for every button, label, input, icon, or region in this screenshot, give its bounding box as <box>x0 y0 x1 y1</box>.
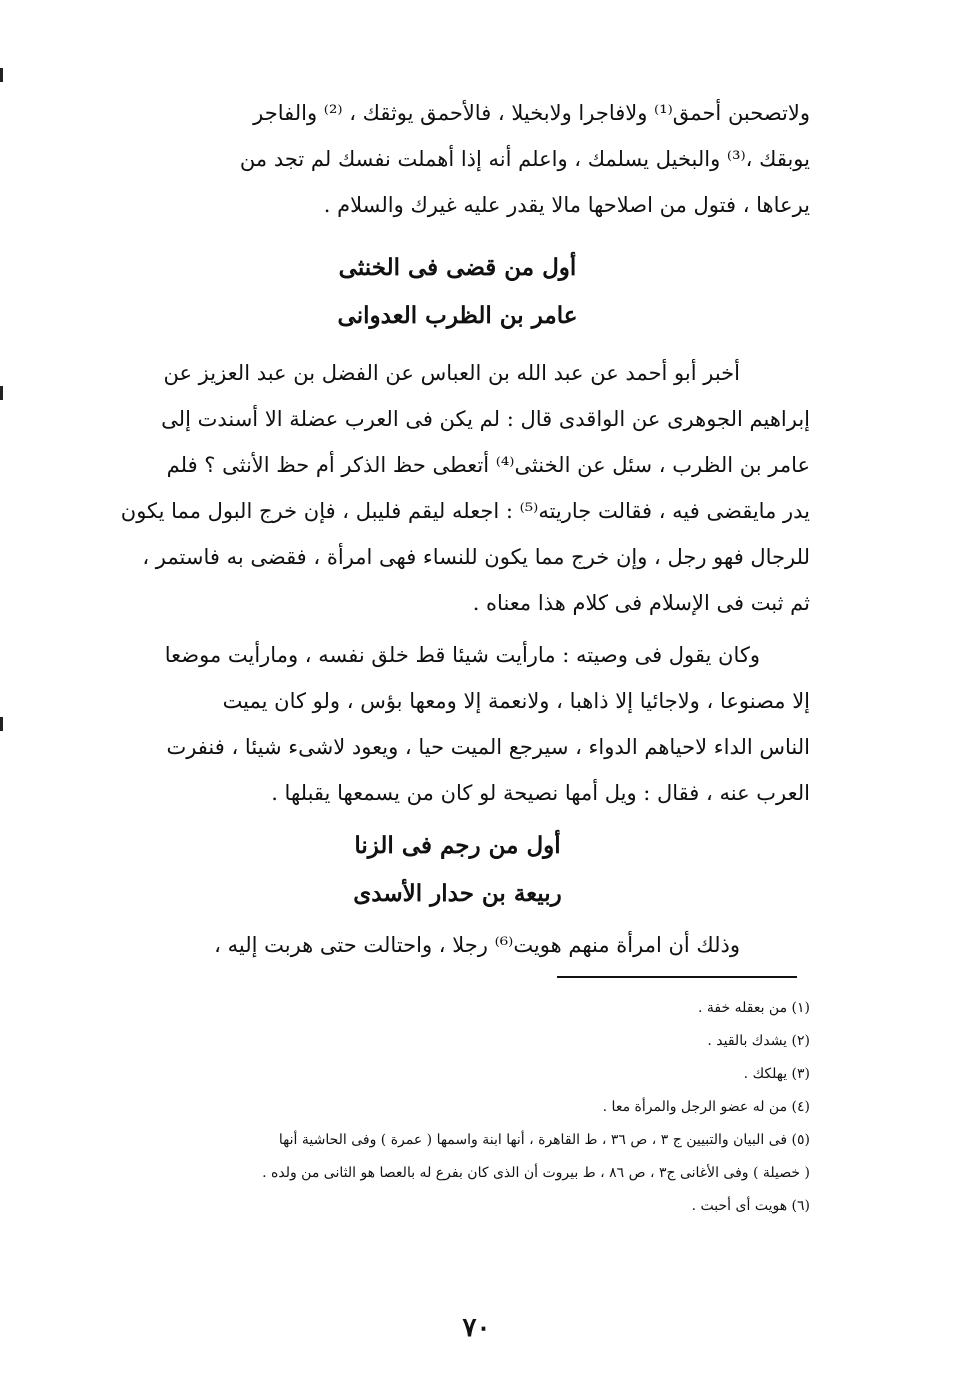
text-line: العرب عنه ، فقال : ويل أمها نصيحة لو كان من يسمعها يقبلها . <box>271 781 810 805</box>
text-line: وذلك أن امرأة منهم هويت⁽⁶⁾ رجلا ، واحتالت حتى هربت إليه ، <box>214 933 740 957</box>
text-line: أخبر أبو أحمد عن عبد الله بن العباس عن الفضل بن عبد العزيز عن <box>163 361 740 385</box>
scan-edge-mark <box>0 68 3 82</box>
text-line: يدر مايقضى فيه ، فقالت جاريته⁽⁵⁾ : اجعله ليقم فليبل ، فإن خرج البول مما يكون <box>120 499 810 523</box>
text-line: الناس الداء لاحياهم الدواء ، سيرجع الميت حيا ، ويعود لاشىء شيئا ، فنفرت <box>166 735 810 759</box>
text-line: وكان يقول فى وصيته : مارأيت شيئا قط خلق نفسه ، ومارأيت موضعا <box>164 643 760 667</box>
section-title: أول من قضى فى الخنثى <box>338 254 577 281</box>
intro-paragraph <box>105 90 810 228</box>
section-subtitle: عامر بن الظرب العدوانى <box>337 302 578 329</box>
scan-edge-mark <box>0 717 3 731</box>
text-line: للرجال فهو رجل ، وإن خرج مما يكون للنساء فهى امرأة ، فقضى به فاستمر ، <box>142 545 810 569</box>
section-heading <box>105 244 810 340</box>
text-line: ولاتصحبن أحمق⁽¹⁾ ولافاجرا ولابخيلا ، فالأحمق يوثقك ، ⁽²⁾ والفاجر <box>253 101 810 125</box>
footnote-separator <box>557 976 797 978</box>
section-title: أول من رجم فى الزنا <box>354 832 561 859</box>
section-heading <box>105 822 810 918</box>
text-line: إبراهيم الجوهرى عن الواقدى قال : لم يكن فى العرب عضلة الا أسندت إلى <box>161 407 810 431</box>
page-number: ٧٠ <box>462 1313 491 1343</box>
footnotes <box>105 992 810 1223</box>
footnote: ( خصيلة ) وفى الأغانى ج٣ ، ص ٨٦ ، ط بيروت أن الذى كان بفرع له بالعصا هو الثانى من ولده . <box>262 1165 810 1181</box>
section-subtitle: ربيعة بن حدار الأسدى <box>353 880 562 907</box>
text-line: عامر بن الظرب ، سئل عن الخنثى⁽⁴⁾ أتعطى حظ الذكر أم حظ الأنثى ؟ فلم <box>166 453 810 477</box>
footnote: (٦) هويت أى أحبت . <box>691 1198 810 1214</box>
footnote: (١) من بعقله خفة . <box>698 1000 810 1016</box>
section1-paragraph2 <box>105 632 810 816</box>
text-line: يوبقك ،⁽³⁾ والبخيل يسلمك ، واعلم أنه إذا أهملت نفسك لم تجد من <box>239 147 810 171</box>
footnote: (٤) من له عضو الرجل والمرأة معا . <box>602 1099 810 1115</box>
footnote: (٢) يشدك بالقيد . <box>707 1033 810 1049</box>
footnote: (٣) يهلكك . <box>743 1066 810 1082</box>
section1-paragraph1 <box>105 350 810 626</box>
text-line: يرعاها ، فتول من اصلاحها مالا يقدر عليه غيرك والسلام . <box>323 193 810 217</box>
scan-edge-mark <box>0 386 3 400</box>
section2-paragraph1 <box>105 922 810 968</box>
text-line: إلا مصنوعا ، ولاجائيا إلا ذاهبا ، ولانعمة إلا ومعها بؤس ، ولو كان يميت <box>222 689 810 713</box>
text-line: ثم ثبت فى الإسلام فى كلام هذا معناه . <box>472 591 810 615</box>
footnote: (٥) فى البيان والتبيين ج ٣ ، ص ٣٦ ، ط القاهرة ، أنها ابنة واسمها ( عمرة ) وفى الحاشية أنها <box>278 1132 810 1148</box>
